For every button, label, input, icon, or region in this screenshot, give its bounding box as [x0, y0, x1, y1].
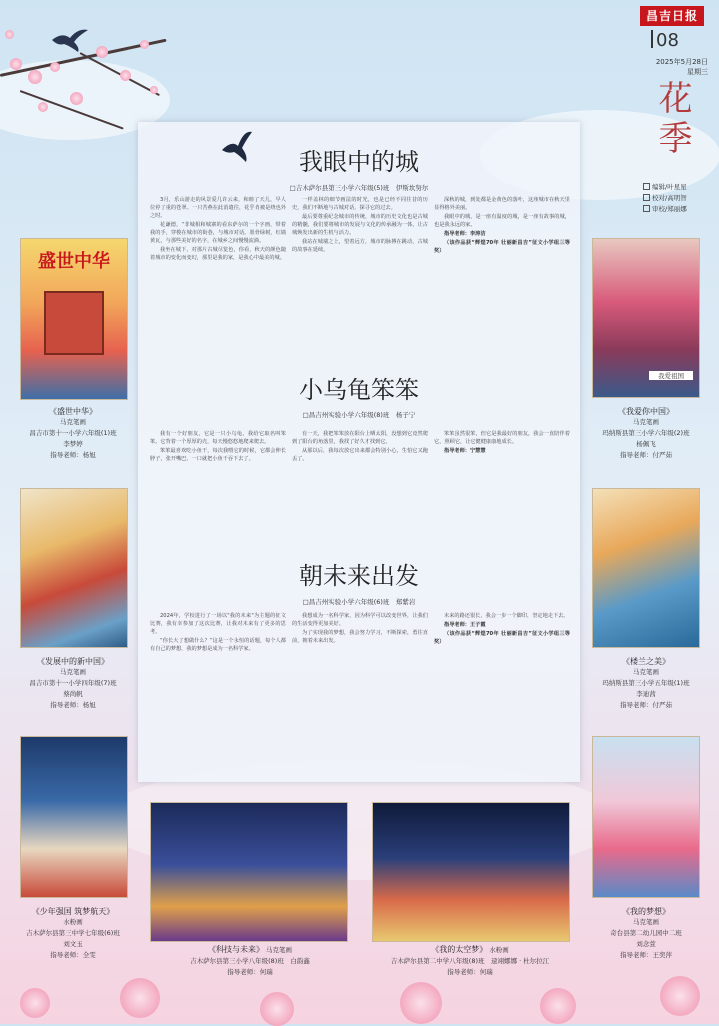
article-byline: □吉木萨尔县第三小学六年级(5)班 伊斯坎努尔	[289, 184, 429, 192]
article-byline: □昌吉州实验小学六年级(8)班 杨子宁	[302, 411, 416, 419]
artwork-caption: 《盛世中华》 马克笔画 昌吉市第十一小学六年级(1)班 李梦婷 指导老师：杨旭	[29, 407, 117, 459]
artwork-image	[592, 488, 700, 648]
artwork-caption: 《我的太空梦》 水粉画 吉木萨尔县第二中学八年级(8)班 逯翊娜娜 · 杜尔拉江 指导老师：何瑞	[390, 945, 550, 976]
artwork-image	[372, 802, 570, 942]
artwork-caption: 《我爱你中国》 马克笔画 玛纳斯县第三小学六年级(2)班 杨佩飞 指导老师：付严茹	[602, 407, 690, 459]
editor-credits: 编辑/叶星星 校对/高明智 审校/郑丽娜	[643, 182, 687, 215]
artwork-caption: 《科技与未来》 马克笔画 吉木萨尔县第三小学八年级(8)班 白韵鑫 指导老师：何瑞	[190, 945, 310, 976]
artwork-caption: 《我的梦想》 马克笔画 奇台县第二幼儿园中二班 刘念萱 指导老师：王奕萍	[610, 907, 682, 959]
article-title: 小乌龟笨笨	[299, 376, 419, 404]
artwork-caption: 《发展中的新中国》 马克笔画 昌吉市第十一小学四年级(7)班 蔡尚帆 指导老师：杨旭	[29, 657, 117, 709]
article-column: 笨笨虽然很笨，但它是我最好的朋友，我会一直陪伴着它，照顾它，让它健健康康地成长。 指导老师：宁慧慧	[434, 431, 570, 454]
issue-date: 2025年5月28日	[655, 58, 708, 66]
article-column: 未来的路还很长，我会一步一个脚印，坚定地走下去。 指导老师：王子霞 （该作品获“辉煌70年 壮丽新昌吉”征文小学组三等奖）	[434, 613, 570, 645]
article-column: 3月，乐山游走的风景爱几许云来，和睦了天儿，早人位停了重的苍翠。一只苦燕在此消遣往，花乎肯被是绕也外之时。 花谦德，“非城相和城寨的看东萨尔的一个字画，带着我的手，穿梭在城市的街巷，与城市对话。墨骨绿树，红墙黄瓦，与那些美好的名字，在城乡之间慢慢流淌。 我坐在城下，对那片古城尽览色，你看，秋天的颜色随着城市的变化而变幻，那里是我的家，是我心中最美的城。	[150, 197, 286, 261]
artwork-image: 我爱祖国	[592, 238, 700, 398]
swallow-bird-icon	[50, 26, 90, 52]
article-title: 我眼中的城	[299, 148, 419, 176]
article-column: 一样盖林的细节画法的时光，也是已经不同往昔的历史，我们不断地与古城对话，探寻它的过去。 最后要尊重纪念城市的传统，城市的历史文化也是古城的精髓，我们要将城市的发展与文化的传承融为一体，让古城焕发出新的生机与活力。 我站在城墙之上，望着远方，城市的脉搏在跳动，古城的故事在延续。	[292, 197, 428, 253]
article-column: 深秋的城，到处都是金黄色的落叶，这座城市在秋天里显得格外美丽。 我眼中的城，是一座有温度的城，是一座有故事的城，也是我永远的家。 指导老师：李涛洁 （该作品获“辉煌70年 壮丽新昌吉”征文小学组三等奖）	[434, 197, 570, 254]
issue-weekday: 星期三	[687, 68, 708, 76]
blossom-footer	[0, 968, 719, 1024]
article-title: 朝未来出发	[299, 562, 419, 590]
page-number: 08	[651, 30, 679, 51]
section-title: 花季	[652, 80, 692, 160]
artwork-image	[592, 736, 700, 898]
article-byline: □昌吉州实验小学六年级(6)班 郑紫岩	[302, 598, 416, 606]
artwork-image	[20, 488, 128, 648]
article-column: 有一天，我把笨笨放在阳台上晒太阳，没想到它竟然爬到了阳台的角落里，我找了好久才找到它。 从那以后，我每次放它出来都会特别小心，生怕它又跑丢了。	[292, 431, 428, 462]
artwork-image	[20, 736, 128, 898]
article-column: 我有一个好朋友，它是一只小乌龟，我给它取名叫笨笨。它背着一个厚厚的壳，每天慢悠悠地爬来爬去。 笨笨最喜欢吃小鱼干，每次我喂它的时候，它都会伸长脖子，张开嘴巴，一口就把小鱼干吞下去了。	[150, 431, 286, 462]
blossom-cluster	[0, 0, 200, 130]
artwork-image: 盛世中华	[20, 238, 128, 400]
artwork-caption: 《少年强国 筑梦航天》 水粉画 吉木萨尔县第三中学七年级(6)班 刘文玉 指导老师：全雯	[26, 907, 120, 959]
artwork-image	[150, 802, 348, 942]
article-column: 我想成为一名科学家，因为科学可以改变世界，让我们的生活变得更加美好。 为了实现我的梦想，我会努力学习，不断探索，勇往直前，朝着未来出发。	[292, 613, 428, 644]
article-column: 2024年，学校进行了一场以"我的未来"为主题的征文比赛，我有幸参加了这次比赛，让我对未来有了更多的思考。 “你长大了想做什么？”这是一个永恒的话题，每个人都有自己的梦想，我的梦想是成为一名科学家。	[150, 613, 286, 652]
artwork-caption: 《楼兰之美》 马克笔画 玛纳斯县第三小学五年级(1)班 李迪茜 指导老师：付严茹	[602, 657, 690, 709]
newspaper-logo: 昌吉日报	[640, 6, 704, 26]
